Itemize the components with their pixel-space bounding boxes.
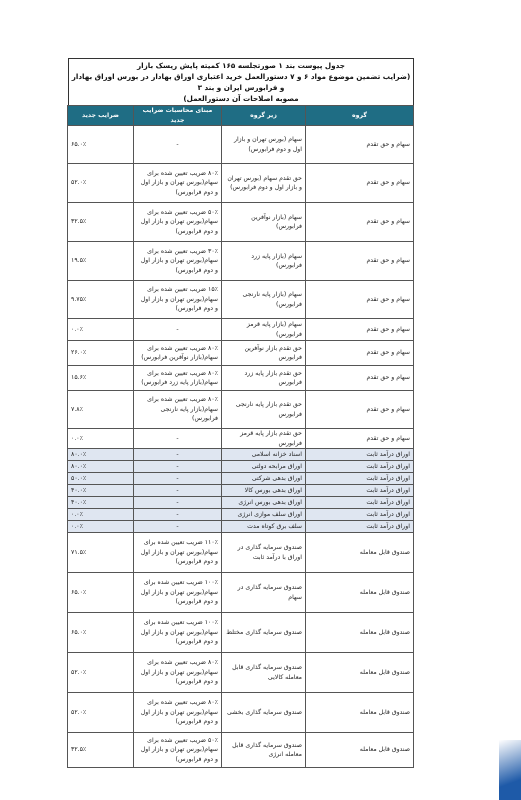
- cell-coefficient: ۸۰.۰٪: [68, 449, 134, 461]
- table-row: [68, 164, 414, 203]
- cell-coefficient: ۷۱.۵٪: [68, 533, 134, 573]
- cell-coefficient: ۰.۰٪: [68, 429, 134, 449]
- cell-basis: ۱۰۰٪ ضریب تعیین شده برای سهام(بورس تهران و بازار اول و دوم فرابورس): [134, 613, 222, 653]
- cell-subgroup: اوراق بدهی شرکتی: [222, 473, 306, 485]
- cell-basis: -: [134, 473, 222, 485]
- coefficient-document: [68, 58, 414, 768]
- cell-group: صندوق قابل معامله: [306, 573, 414, 613]
- cell-coefficient: ۶۵.۰٪: [68, 573, 134, 613]
- table-row: [68, 391, 414, 429]
- cell-coefficient: ۸۰.۰٪: [68, 461, 134, 473]
- cell-subgroup: اسناد خزانه اسلامی: [222, 449, 306, 461]
- cell-coefficient: ۶۵.۰٪: [68, 613, 134, 653]
- cell-group: سهام و حق تقدم: [306, 281, 414, 319]
- cell-basis: ۵۰٪ ضریب تعیین شده برای سهام(بورس تهران و بازار اول و دوم فرابورس): [134, 203, 222, 242]
- cell-coefficient: ۴۰.۰٪: [68, 497, 134, 509]
- cell-basis: -: [134, 485, 222, 497]
- table-row: [68, 341, 414, 366]
- cell-basis: -: [134, 509, 222, 521]
- cell-group: صندوق قابل معامله: [306, 613, 414, 653]
- cell-subgroup: اوراق سلف موازی انرژی: [222, 509, 306, 521]
- cell-basis: ۸۰٪ ضریب تعیین شده برای سهام(بورس تهران و بازار اول و دوم فرابورس): [134, 693, 222, 733]
- coefficient-table: [67, 105, 414, 768]
- table-row: [68, 533, 414, 573]
- cell-group: اوراق درآمد ثابت: [306, 521, 414, 533]
- table-row: [68, 497, 414, 509]
- title-line-2: (ضرایب تضمین موضوع مواد ۶ و ۷ دستورالعمل خرید اعتباری اوراق بهادار در بورس اوراق بهادار و فرابورس ایران و بند ۳: [71, 72, 411, 92]
- cell-basis: -: [134, 319, 222, 341]
- cell-basis: ۸۰٪ ضریب تعیین شده برای سهام(بازار پایه زرد فرابورس): [134, 366, 222, 391]
- cell-basis: -: [134, 521, 222, 533]
- header-subgroup: زیر گروه: [222, 106, 306, 126]
- cell-group: اوراق درآمد ثابت: [306, 509, 414, 521]
- cell-basis: ۳۰٪ ضریب تعیین شده برای سهام(بورس تهران و بازار اول و دوم فرابورس): [134, 242, 222, 281]
- cell-group: سهام و حق تقدم: [306, 203, 414, 242]
- table-row: [68, 203, 414, 242]
- cell-coefficient: ۴۰.۰٪: [68, 485, 134, 497]
- cell-coefficient: ۱۵.۶٪: [68, 366, 134, 391]
- cell-coefficient: ۳۲.۵٪: [68, 203, 134, 242]
- table-header-row: [68, 106, 414, 126]
- cell-basis: ۵۰٪ ضریب تعیین شده برای سهام(بورس تهران و بازار اول و دوم فرابورس): [134, 733, 222, 768]
- header-coefficient: ضرایب جدید: [68, 106, 134, 126]
- cell-group: صندوق قابل معامله: [306, 653, 414, 693]
- cell-subgroup: صندوق سرمایه گذاری بخشی: [222, 693, 306, 733]
- cell-group: اوراق درآمد ثابت: [306, 461, 414, 473]
- cell-coefficient: ۵۰.۰٪: [68, 473, 134, 485]
- cell-subgroup: صندوق سرمایه گذاری مختلط: [222, 613, 306, 653]
- cell-basis: ۸۰٪ ضریب تعیین شده برای سهام(بورس تهران و بازار اول و دوم فرابورس): [134, 164, 222, 203]
- cell-coefficient: ۹.۷۵٪: [68, 281, 134, 319]
- cell-basis: ۱۵٪ ضریب تعیین شده برای سهام(بورس تهران و بازار اول و دوم فرابورس): [134, 281, 222, 319]
- cell-subgroup: سهام (بورس تهران و بازار اول و دوم فرابورس): [222, 126, 306, 164]
- table-row: [68, 521, 414, 533]
- cell-group: صندوق قابل معامله: [306, 533, 414, 573]
- cell-coefficient: ۲۶.۰٪: [68, 341, 134, 366]
- cell-coefficient: ۵۲.۰٪: [68, 164, 134, 203]
- table-row: [68, 473, 414, 485]
- table-row: [68, 613, 414, 653]
- cell-coefficient: ۷.۸٪: [68, 391, 134, 429]
- cell-group: سهام و حق تقدم: [306, 429, 414, 449]
- table-row: [68, 573, 414, 613]
- cell-group: سهام و حق تقدم: [306, 242, 414, 281]
- cell-group: سهام و حق تقدم: [306, 126, 414, 164]
- cell-basis: ۸۰٪ ضریب تعیین شده برای سهام(بازار نوآفرین فرابورس): [134, 341, 222, 366]
- cell-subgroup: صندوق سرمایه گذاری در اوراق با درآمد ثابت: [222, 533, 306, 573]
- cell-subgroup: سهام (بازار پایه زرد فرابورس): [222, 242, 306, 281]
- table-body: [68, 126, 414, 768]
- cell-coefficient: ۳۲.۵٪: [68, 733, 134, 768]
- table-row: [68, 281, 414, 319]
- document-title: [68, 58, 414, 105]
- table-row: [68, 485, 414, 497]
- cell-basis: -: [134, 429, 222, 449]
- cell-basis: ۸۰٪ ضریب تعیین شده برای سهام(بازار پایه نارنجی فرابورس): [134, 391, 222, 429]
- cell-subgroup: اوراق بدهی بورس کالا: [222, 485, 306, 497]
- table-row: [68, 653, 414, 693]
- table-row: [68, 449, 414, 461]
- cell-group: اوراق درآمد ثابت: [306, 449, 414, 461]
- table-row: [68, 126, 414, 164]
- cell-coefficient: ۱۹.۵٪: [68, 242, 134, 281]
- cell-group: سهام و حق تقدم: [306, 391, 414, 429]
- cell-basis: -: [134, 449, 222, 461]
- cell-basis: -: [134, 126, 222, 164]
- cell-subgroup: حق تقدم بازار پایه نارنجی فرابورس: [222, 391, 306, 429]
- cell-coefficient: ۰.۰٪: [68, 319, 134, 341]
- table-row: [68, 366, 414, 391]
- table-row: [68, 461, 414, 473]
- cell-subgroup: حق تقدم بازار پایه قرمز فرابورس: [222, 429, 306, 449]
- cell-group: صندوق قابل معامله: [306, 733, 414, 768]
- cell-subgroup: صندوق سرمایه گذاری قابل معامله کالایی: [222, 653, 306, 693]
- cell-coefficient: ۵۲.۰٪: [68, 653, 134, 693]
- cell-subgroup: سهام (بازار نوآفرین فرابورس): [222, 203, 306, 242]
- page-corner-shadow: [499, 740, 521, 800]
- table-row: [68, 733, 414, 768]
- title-line-1: جدول پیوست بند ۱ صورتجلسه ۱۶۵ کمیته پایش ریسک بازار: [137, 61, 345, 70]
- cell-group: سهام و حق تقدم: [306, 341, 414, 366]
- table-row: [68, 242, 414, 281]
- header-basis: مبنای محاسبات ضرایب جدید: [134, 106, 222, 126]
- cell-group: سهام و حق تقدم: [306, 366, 414, 391]
- cell-coefficient: ۶۵.۰٪: [68, 126, 134, 164]
- cell-group: اوراق درآمد ثابت: [306, 497, 414, 509]
- cell-group: سهام و حق تقدم: [306, 164, 414, 203]
- cell-subgroup: حق تقدم بازار پایه زرد فرابورس: [222, 366, 306, 391]
- cell-subgroup: صندوق سرمایه گذاری قابل معامله انرژی: [222, 733, 306, 768]
- cell-subgroup: اوراق مرابحه دولتی: [222, 461, 306, 473]
- title-line-3: مصوبه اصلاحات آن دستورالعمل): [183, 94, 299, 103]
- cell-subgroup: صندوق سرمایه گذاری در سهام: [222, 573, 306, 613]
- cell-basis: ۸۰٪ ضریب تعیین شده برای سهام(بورس تهران و بازار اول و دوم فرابورس): [134, 653, 222, 693]
- cell-basis: ۱۰۰٪ ضریب تعیین شده برای سهام(بورس تهران و بازار اول و دوم فرابورس): [134, 573, 222, 613]
- cell-group: صندوق قابل معامله: [306, 693, 414, 733]
- cell-subgroup: حق تقدم بازار نوآفرین فرابورس: [222, 341, 306, 366]
- table-row: [68, 429, 414, 449]
- cell-group: اوراق درآمد ثابت: [306, 485, 414, 497]
- cell-subgroup: سلف برق کوتاه مدت: [222, 521, 306, 533]
- cell-basis: ۱۱۰٪ ضریب تعیین شده برای سهام(بورس تهران و بازار اول و دوم فرابورس): [134, 533, 222, 573]
- cell-group: سهام و حق تقدم: [306, 319, 414, 341]
- cell-coefficient: ۰.۰٪: [68, 509, 134, 521]
- cell-basis: -: [134, 497, 222, 509]
- cell-subgroup: سهام (بازار پایه نارنجی فرابورس): [222, 281, 306, 319]
- header-group: گروه: [306, 106, 414, 126]
- cell-coefficient: ۵۲.۰٪: [68, 693, 134, 733]
- cell-basis: -: [134, 461, 222, 473]
- cell-subgroup: حق تقدم سهام (بورس تهران و بازار اول و دوم فرابورس): [222, 164, 306, 203]
- cell-subgroup: سهام (بازار پایه قرمز فرابورس): [222, 319, 306, 341]
- table-row: [68, 319, 414, 341]
- table-row: [68, 693, 414, 733]
- cell-group: اوراق درآمد ثابت: [306, 473, 414, 485]
- cell-coefficient: ۰.۰٪: [68, 521, 134, 533]
- table-row: [68, 509, 414, 521]
- cell-subgroup: اوراق بدهی بورس انرژی: [222, 497, 306, 509]
